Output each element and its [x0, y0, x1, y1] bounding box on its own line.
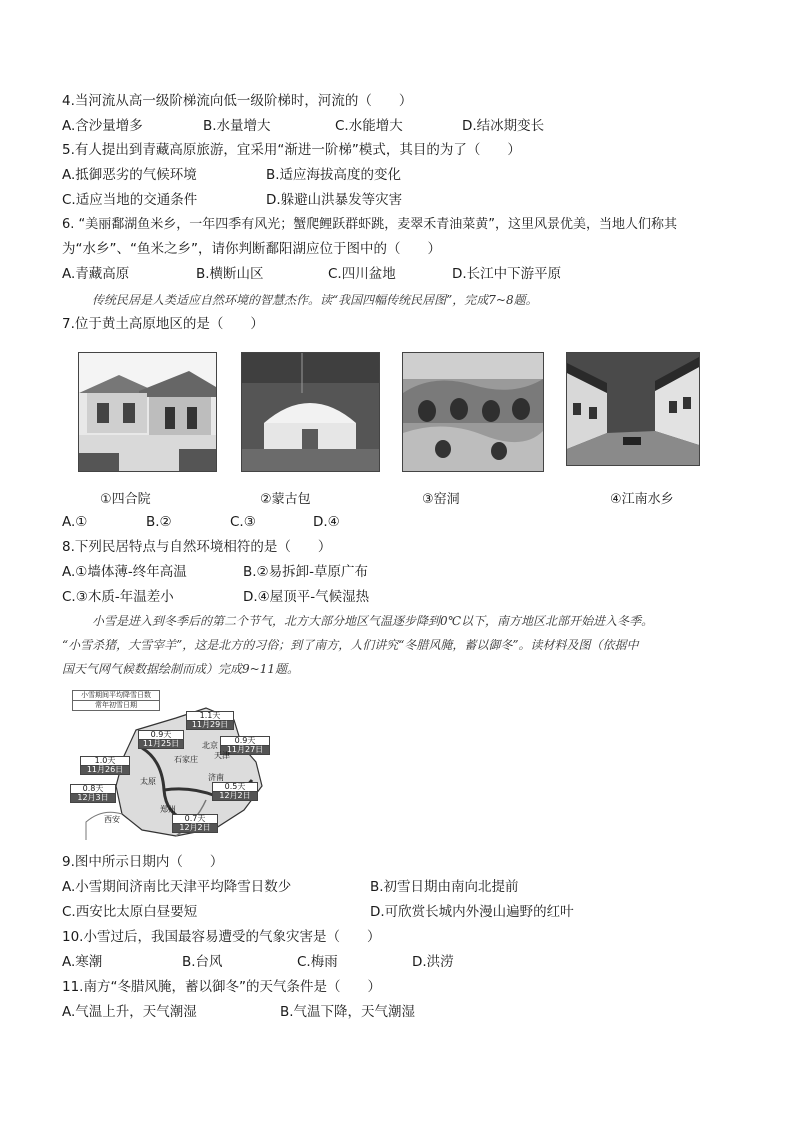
- q7-option-c: C.③: [230, 514, 256, 530]
- legend-snow-days: 小雪期间平均降雪日数: [73, 691, 159, 701]
- q10-option-d: D.洪涝: [412, 954, 454, 970]
- q11-stem: 11.南方“冬腊风腌，蓄以御冬”的天气条件是（ ）: [62, 979, 381, 995]
- city-label-taiyuan: 太原: [140, 777, 156, 786]
- q4-option-c: C.水能增大: [335, 118, 403, 134]
- city-label-zhengzhou: 郑州: [160, 805, 176, 814]
- map-tag-days: 0.5天: [213, 783, 257, 792]
- q8-option-c: C.③木质-年温差小: [62, 589, 174, 605]
- caption-water-town: ④江南水乡: [610, 492, 674, 507]
- map-tag-days: 0.7天: [173, 815, 217, 824]
- q6-stem-line2: 为“水乡”、“鱼米之乡”，请你判断鄱阳湖应位于图中的（ ）: [62, 241, 441, 257]
- map-tag: [212, 782, 258, 801]
- q6-option-b: B.横断山区: [196, 266, 264, 282]
- q7-stem: 7.位于黄土高原地区的是（ ）: [62, 316, 264, 332]
- caption-cave-dwelling: ③窑洞: [422, 492, 460, 507]
- q11-option-b: B.气温下降，天气潮湿: [280, 1004, 416, 1020]
- map-tag-date: 11月26日: [81, 766, 129, 774]
- q9-option-d: D.可欣赏长城内外漫山遍野的红叶: [370, 904, 574, 920]
- q9-option-a: A.小雪期间济南比天津平均降雪日数少: [62, 879, 292, 895]
- q9-option-c: C.西安比太原白昼要短: [62, 904, 198, 920]
- q10-option-c: C.梅雨: [297, 954, 338, 970]
- map-tag: [70, 784, 116, 803]
- city-label-tianjin: 天津: [214, 751, 230, 760]
- map-tag: [172, 814, 218, 833]
- q5-stem: 5.有人提出到青藏高原旅游，宜采用“渐进一阶梯”模式，其目的为了（ ）: [62, 142, 521, 158]
- map-tag-date: 11月29日: [187, 721, 233, 729]
- city-label-beijing: 北京: [202, 741, 218, 750]
- map-tag-days: 0.8天: [71, 785, 115, 794]
- map-tag-date: 11月27日: [221, 746, 269, 754]
- q4-stem: 4.当河流从高一级阶梯流向低一级阶梯时，河流的（ ）: [62, 93, 413, 109]
- q7-option-b: B.②: [146, 514, 172, 530]
- q7-option-a: A.①: [62, 514, 88, 530]
- q6-option-d: D.长江中下游平原: [452, 266, 562, 282]
- q5-option-a: A.抵御恶劣的气候环境: [62, 167, 197, 183]
- city-label-xian: 西安: [104, 815, 120, 824]
- snowfall-map: [66, 690, 280, 842]
- q6-stem-line1: 6. “美丽鄱湖鱼米乡，一年四季有风光；蟹爬鲤跃群虾跳，麦翠禾青油菜黄”，这里风景优美，当地人们称其: [62, 217, 678, 232]
- water-town-photo: [566, 352, 700, 466]
- map-tag-date: 12月2日: [173, 824, 217, 832]
- q6-option-a: A.青藏高原: [62, 266, 130, 282]
- map-tag-days: 1.1天: [187, 712, 233, 721]
- map-tag-date: 12月3日: [71, 794, 115, 802]
- intro-9-11-line1: 小雪是进入到冬季后的第二个节气，北方大部分地区气温逐步降到0℃以下，南方地区北部开始进入冬季。: [92, 614, 654, 628]
- caption-courtyard-house: ①四合院: [100, 492, 151, 507]
- q4-option-a: A.含沙量增多: [62, 118, 143, 134]
- q4-option-d: D.结冰期变长: [462, 118, 545, 134]
- q7-option-d: D.④: [313, 514, 340, 530]
- intro-9-11-line2: “小雪杀猪，大雪宰羊”，这是北方的习俗；到了南方，人们讲究“冬腊风腌，蓄以御冬”。读材料及图（依据中: [62, 638, 639, 652]
- q11-option-a: A.气温上升，天气潮湿: [62, 1004, 197, 1020]
- q5-option-d: D.躲避山洪暴发等灾害: [266, 192, 403, 208]
- intro-7-8: 传统民居是人类适应自然环境的智慧杰作。读“我国四幅传统民居图”，完成7~8题。: [92, 293, 538, 307]
- cave-dwelling-photo: [402, 352, 544, 472]
- map-tag-days: 1.0天: [81, 757, 129, 766]
- q4-option-b: B.水量增大: [203, 118, 271, 134]
- q10-option-a: A.寒潮: [62, 954, 103, 970]
- map-tag-date: 12月2日: [213, 792, 257, 800]
- city-label-shijiazhuang: 石家庄: [174, 755, 198, 764]
- q6-option-c: C.四川盆地: [328, 266, 396, 282]
- city-label-jinan: 济南: [208, 773, 224, 782]
- yurt-photo: [241, 352, 380, 472]
- legend-first-snow-date: 常年初雪日期: [95, 701, 137, 709]
- intro-9-11-line3: 国天气网气候数据绘制而成）完成9~11题。: [62, 662, 299, 676]
- q9-option-b: B.初雪日期由南向北提前: [370, 879, 519, 895]
- q10-stem: 10.小雪过后，我国最容易遭受的气象灾害是（ ）: [62, 929, 381, 945]
- map-tag-days: 0.9天: [221, 737, 269, 746]
- map-tag: [186, 711, 234, 730]
- map-tag-date: 11月25日: [139, 740, 183, 748]
- q8-stem: 8.下列民居特点与自然环境相符的是（ ）: [62, 539, 332, 555]
- caption-yurt: ②蒙古包: [260, 492, 311, 507]
- q5-option-b: B.适应海拔高度的变化: [266, 167, 402, 183]
- q8-option-a: A.①墙体薄-终年高温: [62, 564, 187, 580]
- q8-option-b: B.②易拆卸-草原广布: [243, 564, 369, 580]
- map-tag-days: 0.9天: [139, 731, 183, 740]
- q5-option-c: C.适应当地的交通条件: [62, 192, 198, 208]
- map-tag: [80, 756, 130, 775]
- q8-option-d: D.④屋顶平-气候湿热: [243, 589, 370, 605]
- map-legend: [72, 690, 160, 711]
- q9-stem: 9.图中所示日期内（ ）: [62, 854, 224, 870]
- map-tag: [138, 730, 184, 749]
- courtyard-house-photo: [78, 352, 217, 472]
- q10-option-b: B.台风: [182, 954, 223, 970]
